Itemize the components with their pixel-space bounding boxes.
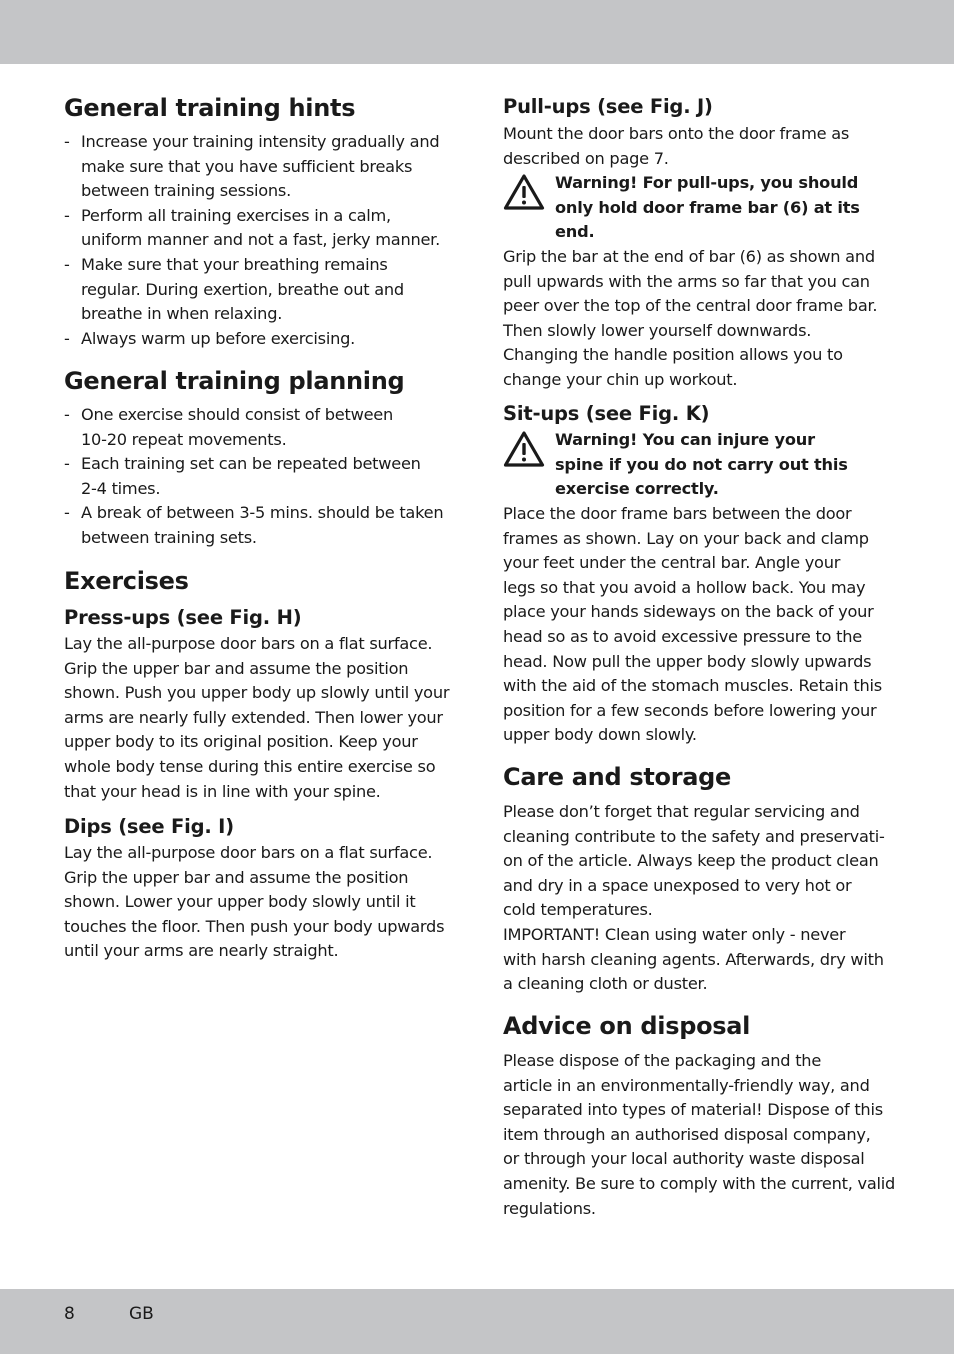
dips-text: Lay the all-purpose door bars on a flat surface. Grip the upper bar and assume the position shown. Lower your upper body slowly until it touches the floor. Then push your body upwards until your arms are nearly straight. (64, 843, 445, 961)
warning-text: Warning! You can injure your spine if you do not carry out this exercise correctly. (555, 430, 848, 499)
section-title-care-storage: Care and storage (503, 763, 732, 791)
pull-ups-text: Grip the bar at the end of bar (6) as shown and pull upwards with the arms so far that you can peer over the top of the central door frame bar. Then slowly lower yourself downwards. Changing the handle position allows you to change your chin up workout. (503, 247, 878, 389)
list-item: - One exercise should consist of between 10-20 repeat movements. (64, 403, 456, 452)
warning-triangle-icon (503, 173, 545, 211)
section-title-exercises: Exercises (64, 567, 189, 595)
subheading-sit-ups: Sit-ups (see Fig. K) (503, 402, 710, 425)
list-item: - A break of between 3-5 mins. should be taken between training sets. (64, 501, 456, 550)
list-item: - Perform all training exercises in a calm, uniform manner and not a fast, jerky manner. (64, 204, 456, 253)
language-code: GB (129, 1304, 154, 1324)
page-number: 8 (64, 1304, 75, 1324)
subheading-press-ups: Press-ups (see Fig. H) (64, 606, 302, 629)
disposal-text: Please dispose of the packaging and the article in an environmentally-friendly way, and separated into types of material! Dispose of this item through an authorised disposal company, or through your local authority waste disposal amenity. Be sure to comply with the current, valid regulations. (503, 1051, 896, 1218)
warning-triangle-icon (503, 430, 545, 468)
list-item: - Always warm up before exercising. (64, 327, 456, 352)
pull-ups-intro: Mount the door bars onto the door frame as described on page 7. (503, 124, 850, 168)
section-title-disposal: Advice on disposal (503, 1012, 751, 1040)
care-storage-text: Please don’t forget that regular servicing and cleaning contribute to the safety and preservati- on of the article. Always keep the product clean and dry in a space unexposed to very hot or cold temperatures. IMPORTANT! Clean using water only - never with harsh cleaning agents. Afterwards, dry with a cleaning cloth or duster. (503, 802, 885, 994)
list-item: - Make sure that your breathing remains regular. During exertion, breathe out and breathe in when relaxing. (64, 253, 456, 327)
header-band (0, 0, 954, 64)
list-item: - Each training set can be repeated between 2-4 times. (64, 452, 456, 501)
section-title-training-hints: General training hints (64, 94, 356, 122)
subheading-pull-ups: Pull-ups (see Fig. J) (503, 95, 713, 118)
list-item: - Increase your training intensity gradually and make sure that you have sufficient breaks between training sessions. (64, 130, 456, 204)
training-hints-list (64, 130, 456, 351)
warning-text: Warning! For pull-ups, you should only hold door frame bar (6) at its end. (555, 173, 860, 242)
sit-ups-text: Place the door frame bars between the door frames as shown. Lay on your back and clamp your feet under the central bar. Angle your legs so that you avoid a hollow back. You may place your hands sideways on the back of your head so as to avoid excessive pressure to the head. Now pull the upper body slowly upwards with the aid of the stomach muscles. Retain this position for a few seconds before lowering your upper body down slowly. (503, 504, 882, 745)
press-ups-text: Lay the all-purpose door bars on a flat surface. Grip the upper bar and assume the position shown. Push you upper body up slowly until your arms are nearly fully extended. Then lower your upper body to its original position. Keep your whole body tense during this entire exercise so that your head is in line with your spine. (64, 634, 450, 801)
subheading-dips: Dips (see Fig. I) (64, 815, 234, 838)
training-planning-list (64, 403, 456, 551)
section-title-training-planning: General training planning (64, 367, 405, 395)
